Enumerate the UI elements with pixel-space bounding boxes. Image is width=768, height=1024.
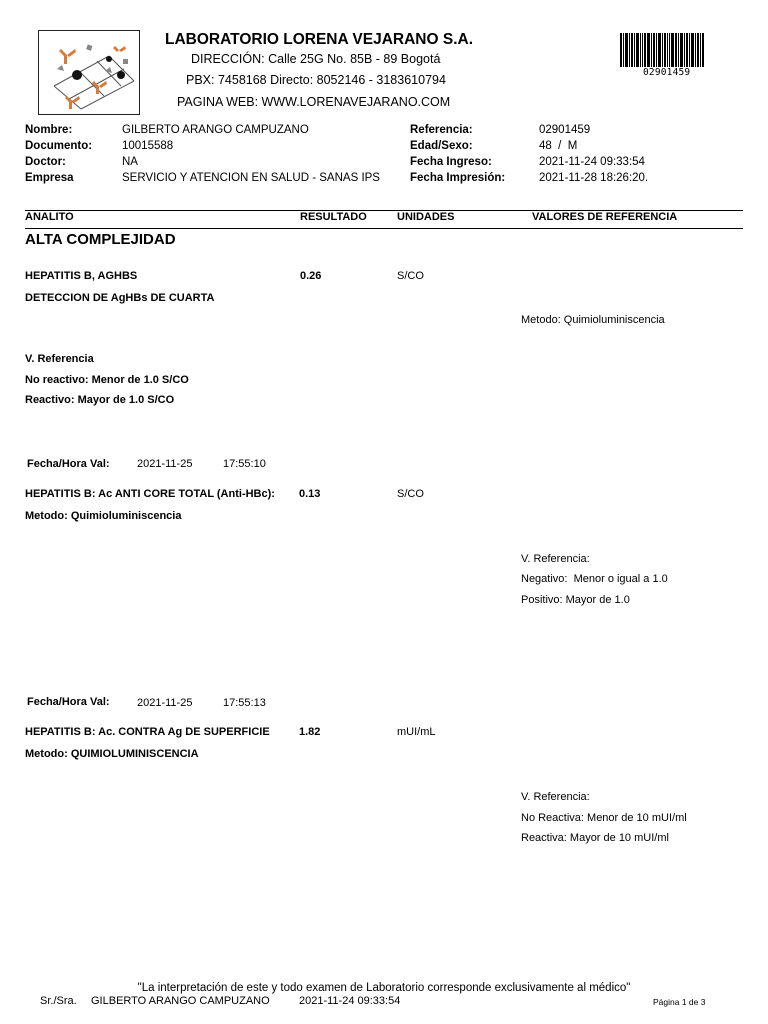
test2-unit: S/CO [397,488,424,500]
test1-val-time: 17:55:10 [223,458,266,470]
section-title: ALTA COMPLEJIDAD [25,231,176,248]
fecha-ingreso-label: Fecha Ingreso: [410,156,492,168]
test1-ref-line1: No reactivo: Menor de 1.0 S/CO [25,374,189,386]
col-resultado: RESULTADO [300,211,367,223]
test2-method: Metodo: Quimioluminiscencia [25,510,182,522]
test2-ref-title: V. Referencia: [521,553,590,565]
test2-val-time: 17:55:13 [223,697,266,709]
test1-val-label: Fecha/Hora Val: [27,458,110,470]
test2-name: HEPATITIS B: Ac ANTI CORE TOTAL (Anti-HBc): [25,488,275,500]
test1-name: HEPATITIS B, AGHBS [25,270,138,282]
nombre-value: GILBERTO ARANGO CAMPUZANO [122,124,309,136]
col-valores-referencia: VALORES DE REFERENCIA [532,211,678,223]
barcode-number: 02901459 [643,67,691,78]
doctor-label: Doctor: [25,156,66,168]
fecha-impresion-value: 2021-11-28 18:26:20. [539,172,649,184]
fecha-ingreso-value: 2021-11-24 09:33:54 [539,156,645,168]
footer-date: 2021-11-24 09:33:54 [299,995,401,1007]
documento-label: Documento: [25,140,93,152]
test1-ref-line2: Reactivo: Mayor de 1.0 S/CO [25,394,175,406]
fecha-impresion-label: Fecha Impresión: [410,172,506,184]
test3-name: HEPATITIS B: Ac. CONTRA Ag DE SUPERFICIE [25,726,270,738]
barcode-image [620,33,704,67]
test2-val-date: 2021-11-25 [137,697,193,709]
test3-method: Metodo: QUIMIOLUMINISCENCIA [25,748,199,760]
lab-name: LABORATORIO LORENA VEJARANO S.A. [165,31,474,48]
test2-ref-line2: Positivo: Mayor de 1.0 [521,594,630,606]
test2-ref-line1: Negativo: Menor o igual a 1.0 [521,573,668,585]
test1-ref-title: V. Referencia [25,353,94,365]
test3-ref-line2: Reactiva: Mayor de 10 mUI/ml [521,832,669,844]
footer-disclaimer: "La interpretación de este y todo examen de Laboratorio corresponde exclusivamente al médico" [137,982,631,994]
table-header-bottom-rule [25,228,743,229]
lab-address: DIRECCIÓN: Calle 25G No. 85B - 89 Bogotá [191,52,441,66]
page-number: Página 1 de 3 [653,997,706,1007]
empresa-label: Empresa [25,172,74,184]
test1-val-date: 2021-11-25 [137,458,193,470]
edad-sexo-value: 48 / M [539,140,578,152]
test2-result: 0.13 [299,488,321,500]
test3-result: 1.82 [299,726,321,738]
referencia-value: 02901459 [539,124,591,136]
edad-sexo-label: Edad/Sexo: [410,140,473,152]
footer-patient-name: GILBERTO ARANGO CAMPUZANO [91,995,270,1007]
doctor-value: NA [122,156,138,168]
test1-result: 0.26 [300,270,322,282]
referencia-label: Referencia: [410,124,473,136]
col-analito: ANALITO [25,211,74,223]
test1-subtitle: DETECCION DE AgHBs DE CUARTA [25,292,215,304]
test3-ref-title: V. Referencia: [521,791,590,803]
test1-method: Metodo: Quimioluminiscencia [521,314,665,326]
lab-website: PAGINA WEB: WWW.LORENAVEJARANO.COM [177,95,451,109]
test2-val-label: Fecha/Hora Val: [27,696,110,708]
test3-unit: mUI/mL [397,726,436,738]
footer-salutation: Sr./Sra. [40,995,77,1007]
lab-logo [38,30,140,115]
test1-unit: S/CO [397,270,424,282]
empresa-value: SERVICIO Y ATENCION EN SALUD - SANAS IPS [122,172,380,184]
lab-phones: PBX: 7458168 Directo: 8052146 - 3183610794 [186,73,446,87]
test3-ref-line1: No Reactiva: Menor de 10 mUI/ml [521,812,687,824]
nombre-label: Nombre: [25,124,73,136]
col-unidades: UNIDADES [397,211,455,223]
documento-value: 10015588 [122,140,174,152]
